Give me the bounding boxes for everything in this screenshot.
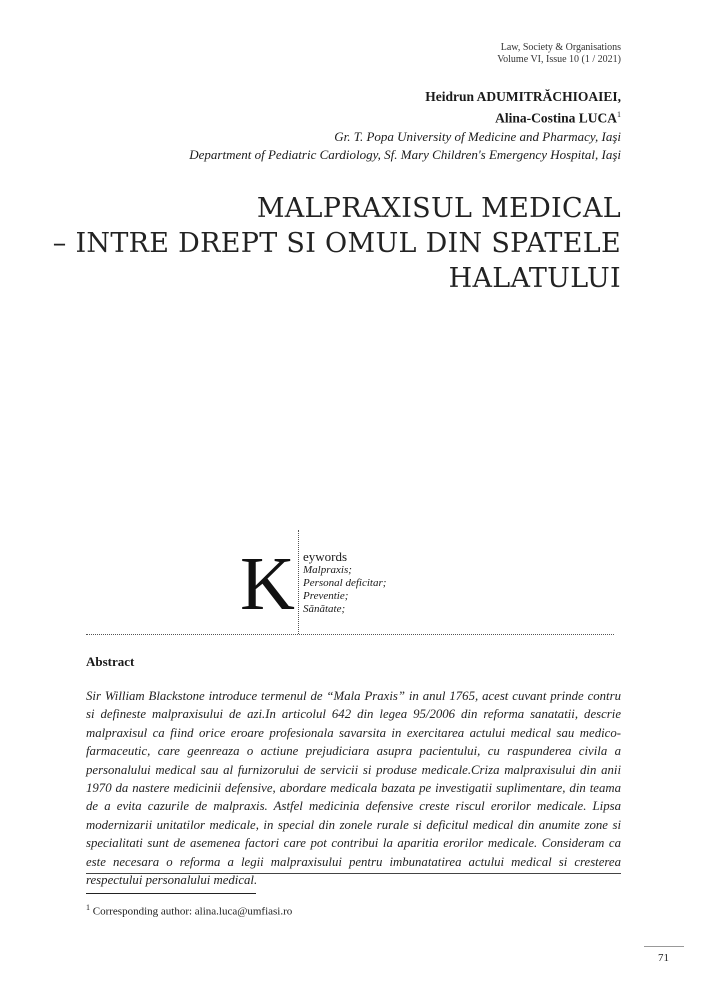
keyword-item: Personal deficitar;	[303, 577, 387, 589]
abstract-end-rule	[86, 873, 621, 874]
title-line-1: MALPRAXISUL MEDICAL	[256, 193, 621, 224]
journal-issue: Volume VI, Issue 10 (1 / 2021)	[497, 54, 621, 65]
title-line-2: – INTRE DREPT SI OMUL DIN SPATELE	[52, 228, 621, 259]
keyword-item: Sănătate;	[303, 603, 346, 615]
footnote	[86, 903, 292, 918]
affiliation-2: Department of Pediatric Cardiology, Sf. Mary Children's Emergency Hospital, Iaşi	[189, 146, 621, 162]
footnote-text: Corresponding author: alina.luca@umfiasi.ro	[90, 905, 293, 918]
journal-name: Law, Society & Organisations	[500, 42, 621, 53]
author-2	[189, 106, 621, 128]
keywords-divider	[298, 530, 299, 634]
paper-title	[53, 191, 621, 296]
footnote-mark: 1	[86, 903, 90, 912]
page-number-rule	[644, 946, 684, 947]
author-2-name: Alina-Costina LUCA	[495, 110, 617, 126]
keywords-block	[240, 528, 440, 634]
affiliation-1: Gr. T. Popa University of Medicine and Pharmacy, Iaşi	[334, 128, 621, 144]
author-1: Heidrun ADUMITRĂCHIOAIEI,	[425, 89, 621, 104]
title-line-3: HALATULUI	[448, 263, 621, 294]
keywords-content	[303, 549, 386, 616]
keyword-item: Malpraxis;	[303, 564, 352, 576]
abstract-heading: Abstract	[86, 654, 135, 669]
keywords-separator	[86, 634, 614, 635]
keywords-drop-cap: K	[240, 542, 295, 626]
page-number: 71	[658, 952, 669, 964]
author-2-footnote-mark: 1	[617, 110, 621, 119]
footnote-rule	[86, 893, 256, 894]
author-block	[189, 88, 621, 164]
keywords-heading: eywords	[303, 549, 348, 564]
abstract-body: Sir William Blackstone introduce termenul de “Mala Praxis” in anul 1765, acest cuvant prinde contru si defineste malpraxisului de azi.In articolul 642 din legea 95/2006 din reforma sanatatii, descrie malpraxisul ca fiind orice eroare profesionala savarsita in exercitarea actului medical sau medico-farmaceutic, care geenreaza o actiune prejudiciara asupra pacientului, cu raspunderea civila a personalului medical sau al furnizorului de servicii si produse medicale.Criza malpraxisului din anii 1970 da nastere medicinii defensive, abordare medicala bazata pe investigatii suplimentare, din teama de a evita cazurile de malpraxis. Astfel medicinia defensive creste riscul erorilor medicale. Lipsa modernizarii unitatilor medicale, in special din zonele rurale si deficitul medical din anumite zone si specialitati sunt de asemenea factori care pot contribui la aparitia erorilor medicale. Consideram ca este necesara o reforma a legii malpraxisului pentru imbunatatirea actului medical si cresterea respectului personalului medical.	[86, 689, 621, 888]
journal-info	[497, 42, 621, 66]
keyword-item: Preventie;	[303, 590, 349, 602]
